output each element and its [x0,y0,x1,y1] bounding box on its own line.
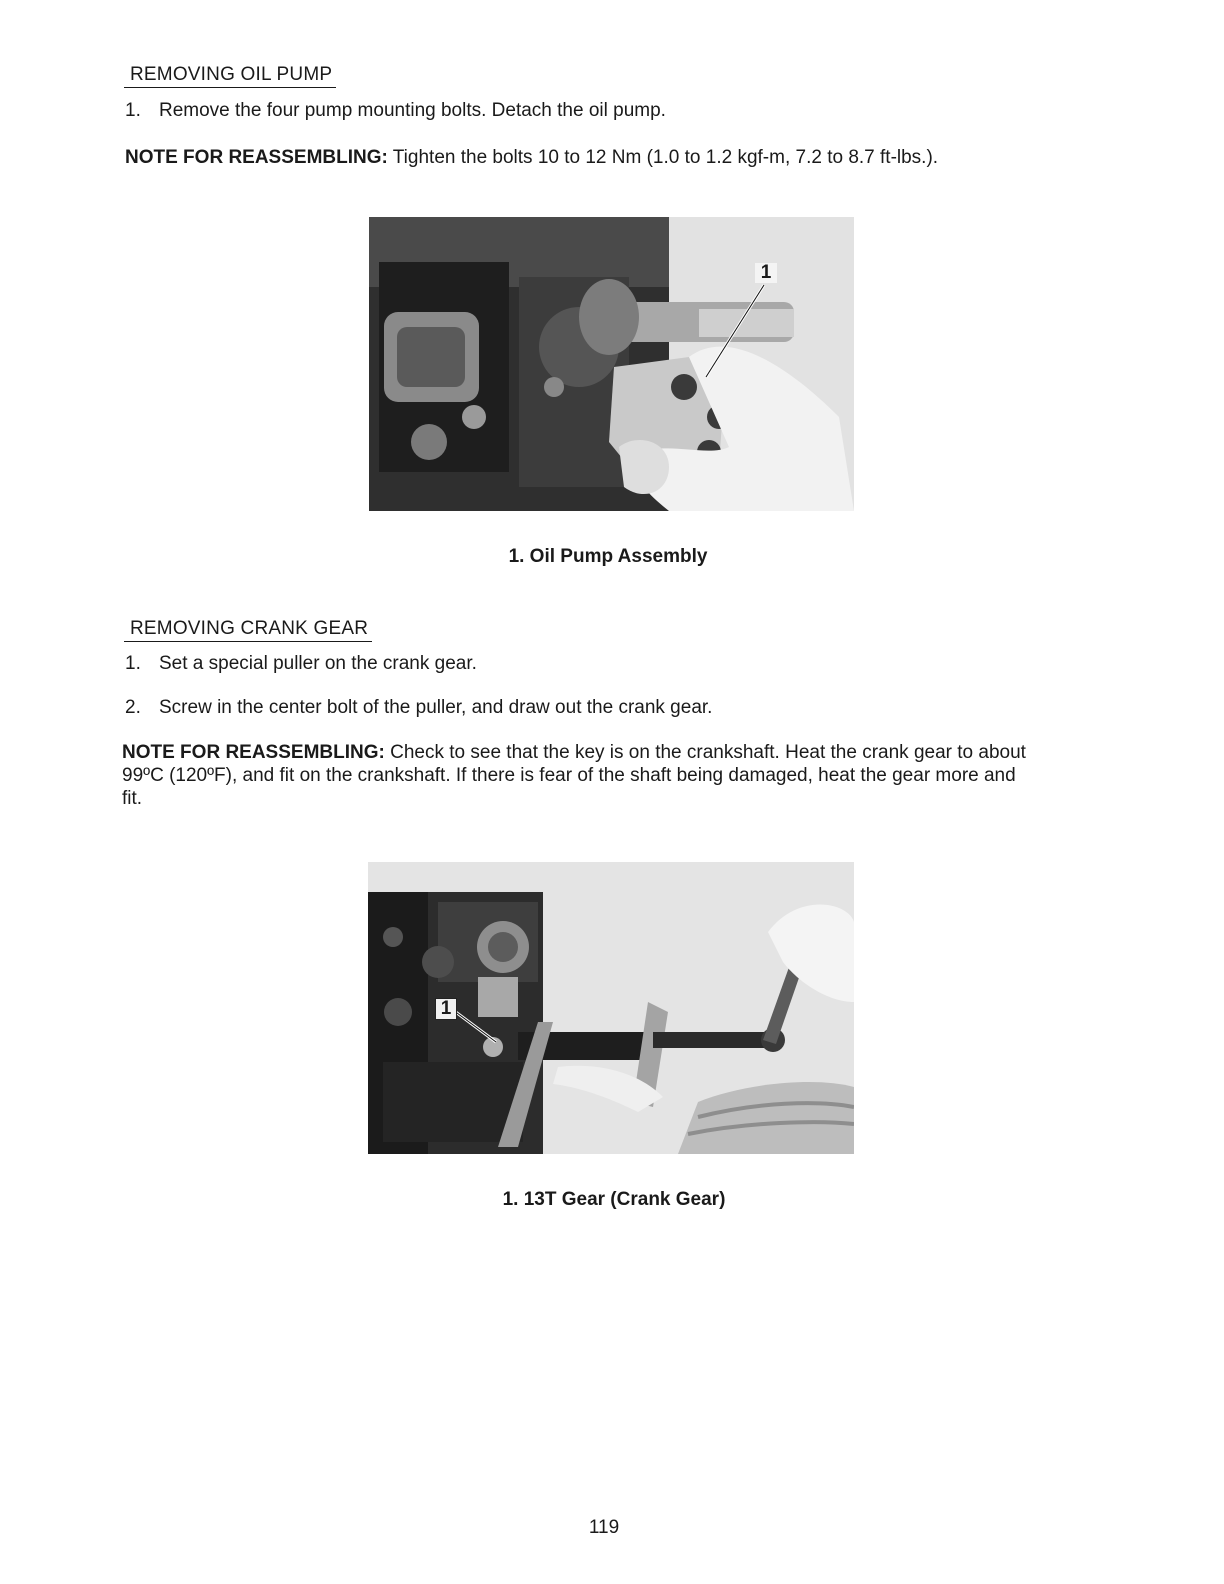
note-text: Tighten the bolts 10 to 12 Nm (1.0 to 1.2 kgf-m, 7.2 to 8.7 ft-lbs.). [387,147,939,168]
step-text: Screw in the center bolt of the puller, and draw out the crank gear. [159,697,713,718]
step-text: Remove the four pump mounting bolts. Detach the oil pump. [159,100,666,121]
oil-pump-photo [369,217,854,511]
section-heading-oil-pump: REMOVING OIL PUMP [124,64,336,88]
crank-gear-step-2 [125,697,712,719]
oil-pump-caption: 1. Oil Pump Assembly [508,546,708,567]
crank-gear-callout: 1 [435,998,457,1020]
step-number: 2. [125,697,141,718]
step-number: 1. [125,100,141,121]
crank-gear-reassembly-note [122,741,1027,810]
page-number: 119 [588,1517,620,1538]
oil-pump-step-1 [125,100,666,122]
crank-gear-caption: 1. 13T Gear (Crank Gear) [502,1189,726,1210]
oil-pump-reassembly-note [125,146,1025,169]
oil-pump-photo-graphic [369,217,854,511]
note-label: NOTE FOR REASSEMBLING: [122,742,385,763]
step-number: 1. [125,653,141,674]
crank-gear-step-1 [125,653,477,675]
crank-gear-photo [368,862,854,1154]
step-text: Set a special puller on the crank gear. [159,653,477,674]
oil-pump-callout: 1 [755,263,777,283]
section-heading-crank-gear: REMOVING CRANK GEAR [124,618,372,642]
note-label: NOTE FOR REASSEMBLING: [125,147,388,168]
note-text: Check to see that the key is on the crankshaft. Heat the crank gear to about 99ºC (120ºF), and fit on the crankshaft. If there is fear of the shaft being damaged, heat the gear more and fit. [122,742,1026,809]
